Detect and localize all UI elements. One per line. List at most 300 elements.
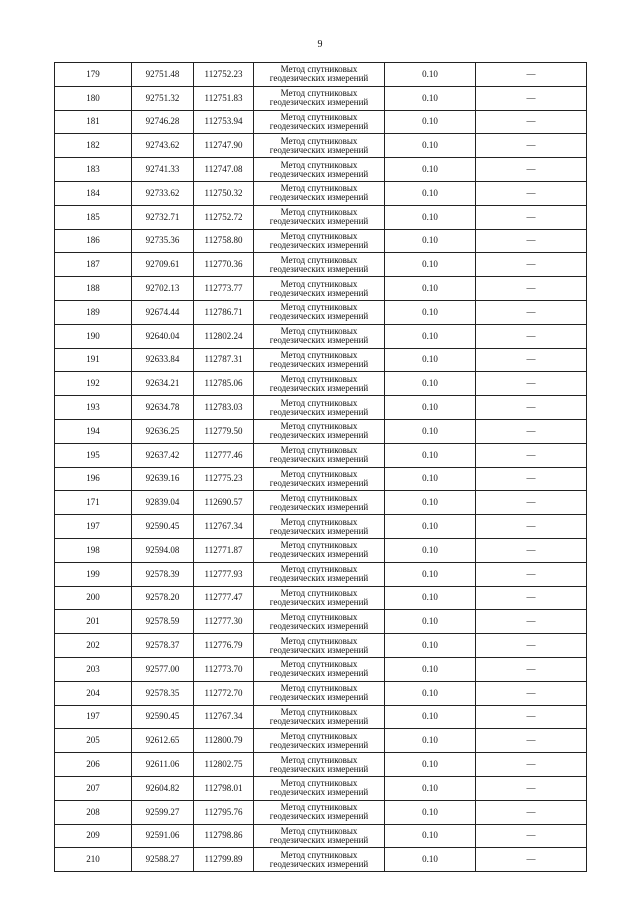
method-cell [254, 324, 385, 348]
method-cell [254, 205, 385, 229]
y-coordinate-cell: 112747.08 [194, 158, 254, 182]
dash-cell: — [476, 229, 587, 253]
point-number-cell: 179 [55, 63, 132, 87]
y-coordinate-cell: 112767.34 [194, 515, 254, 539]
dash-cell: — [476, 86, 587, 110]
method-cell [254, 348, 385, 372]
accuracy-cell: 0.10 [385, 419, 476, 443]
x-coordinate-cell: 92674.44 [132, 300, 194, 324]
dash-cell: — [476, 443, 587, 467]
table-row [55, 515, 587, 539]
point-number-cell: 196 [55, 467, 132, 491]
table-row [55, 348, 587, 372]
y-coordinate-cell: 112795.76 [194, 800, 254, 824]
x-coordinate-cell: 92702.13 [132, 277, 194, 301]
method-cell [254, 705, 385, 729]
y-coordinate-cell: 112770.36 [194, 253, 254, 277]
method-cell [254, 515, 385, 539]
method-line-2: геодезических измерений [269, 739, 369, 750]
method-line-1: Метод спутниковых [280, 183, 358, 194]
method-line-2: геодезических измерений [269, 192, 369, 203]
method-line-2: геодезических измерений [269, 382, 369, 393]
x-coordinate-cell: 92709.61 [132, 253, 194, 277]
y-coordinate-cell: 112787.31 [194, 348, 254, 372]
dash-cell: — [476, 824, 587, 848]
table-row [55, 800, 587, 824]
method-line-1: Метод спутниковых [280, 659, 358, 670]
accuracy-cell: 0.10 [385, 800, 476, 824]
x-coordinate-cell: 92743.62 [132, 134, 194, 158]
method-line-2: геодезических измерений [269, 525, 369, 536]
method-line-2: геодезических измерений [269, 454, 369, 465]
table-row [55, 824, 587, 848]
accuracy-cell: 0.10 [385, 253, 476, 277]
method-line-1: Метод спутниковых [280, 135, 358, 146]
method-cell [254, 300, 385, 324]
table-row [55, 443, 587, 467]
table-row [55, 110, 587, 134]
point-number-cell: 204 [55, 681, 132, 705]
dash-cell: — [476, 586, 587, 610]
accuracy-cell: 0.10 [385, 753, 476, 777]
y-coordinate-cell: 112802.24 [194, 324, 254, 348]
point-number-cell: 200 [55, 586, 132, 610]
point-number-cell: 206 [55, 753, 132, 777]
dash-cell: — [476, 467, 587, 491]
y-coordinate-cell: 112779.50 [194, 419, 254, 443]
method-line-1: Метод спутниковых [280, 540, 358, 551]
method-line-2: геодезических измерений [269, 834, 369, 845]
table-row [55, 681, 587, 705]
method-line-1: Метод спутниковых [280, 468, 358, 479]
table-row [55, 300, 587, 324]
method-line-2: геодезических измерений [269, 763, 369, 774]
method-cell [254, 776, 385, 800]
y-coordinate-cell: 112752.72 [194, 205, 254, 229]
method-line-2: геодезических измерений [269, 549, 369, 560]
point-number-cell: 190 [55, 324, 132, 348]
dash-cell: — [476, 848, 587, 872]
table-row [55, 158, 587, 182]
method-cell [254, 610, 385, 634]
x-coordinate-cell: 92611.06 [132, 753, 194, 777]
x-coordinate-cell: 92604.82 [132, 776, 194, 800]
method-line-2: геодезических измерений [269, 596, 369, 607]
method-line-1: Метод спутниковых [280, 111, 358, 122]
accuracy-cell: 0.10 [385, 277, 476, 301]
point-number-cell: 210 [55, 848, 132, 872]
table-row [55, 229, 587, 253]
method-line-2: геодезических измерений [269, 311, 369, 322]
y-coordinate-cell: 112773.70 [194, 657, 254, 681]
point-number-cell: 201 [55, 610, 132, 634]
y-coordinate-cell: 112773.77 [194, 277, 254, 301]
table-row [55, 610, 587, 634]
dash-cell: — [476, 396, 587, 420]
x-coordinate-cell: 92578.39 [132, 562, 194, 586]
method-cell [254, 824, 385, 848]
table-row [55, 63, 587, 87]
dash-cell: — [476, 63, 587, 87]
point-number-cell: 187 [55, 253, 132, 277]
table-row [55, 396, 587, 420]
point-number-cell: 209 [55, 824, 132, 848]
method-line-2: геодезических измерений [269, 120, 369, 131]
point-number-cell: 193 [55, 396, 132, 420]
method-line-2: геодезических измерений [269, 644, 369, 655]
x-coordinate-cell: 92732.71 [132, 205, 194, 229]
y-coordinate-cell: 112798.01 [194, 776, 254, 800]
dash-cell: — [476, 491, 587, 515]
method-line-1: Метод спутниковых [280, 802, 358, 813]
table-row [55, 848, 587, 872]
accuracy-cell: 0.10 [385, 657, 476, 681]
dash-cell: — [476, 657, 587, 681]
dash-cell: — [476, 277, 587, 301]
dash-cell: — [476, 634, 587, 658]
accuracy-cell: 0.10 [385, 158, 476, 182]
y-coordinate-cell: 112777.30 [194, 610, 254, 634]
point-number-cell: 189 [55, 300, 132, 324]
accuracy-cell: 0.10 [385, 729, 476, 753]
method-cell [254, 467, 385, 491]
dash-cell: — [476, 562, 587, 586]
accuracy-cell: 0.10 [385, 610, 476, 634]
x-coordinate-cell: 92594.08 [132, 538, 194, 562]
y-coordinate-cell: 112747.90 [194, 134, 254, 158]
x-coordinate-cell: 92578.37 [132, 634, 194, 658]
dash-cell: — [476, 419, 587, 443]
accuracy-cell: 0.10 [385, 443, 476, 467]
y-coordinate-cell: 112758.80 [194, 229, 254, 253]
dash-cell: — [476, 181, 587, 205]
point-number-cell: 188 [55, 277, 132, 301]
dash-cell: — [476, 753, 587, 777]
y-coordinate-cell: 112775.23 [194, 467, 254, 491]
page-number: 9 [317, 39, 323, 50]
accuracy-cell: 0.10 [385, 181, 476, 205]
accuracy-cell: 0.10 [385, 776, 476, 800]
method-line-2: геодезических измерений [269, 501, 369, 512]
method-line-2: геодезических измерений [269, 335, 369, 346]
method-line-2: геодезических измерений [269, 430, 369, 441]
accuracy-cell: 0.10 [385, 586, 476, 610]
table-row [55, 419, 587, 443]
table-row [55, 634, 587, 658]
y-coordinate-cell: 112777.46 [194, 443, 254, 467]
point-number-cell: 180 [55, 86, 132, 110]
y-coordinate-cell: 112690.57 [194, 491, 254, 515]
y-coordinate-cell: 112776.79 [194, 634, 254, 658]
method-cell [254, 110, 385, 134]
table-row [55, 586, 587, 610]
y-coordinate-cell: 112800.79 [194, 729, 254, 753]
x-coordinate-cell: 92733.62 [132, 181, 194, 205]
table-row [55, 277, 587, 301]
method-line-2: геодезических измерений [269, 144, 369, 155]
method-line-1: Метод спутниковых [280, 302, 358, 313]
x-coordinate-cell: 92612.65 [132, 729, 194, 753]
method-line-1: Метод спутниковых [280, 64, 358, 75]
accuracy-cell: 0.10 [385, 372, 476, 396]
x-coordinate-cell: 92577.00 [132, 657, 194, 681]
x-coordinate-cell: 92599.27 [132, 800, 194, 824]
table-row [55, 372, 587, 396]
method-line-2: геодезических измерений [269, 811, 369, 822]
method-cell [254, 491, 385, 515]
point-number-cell: 202 [55, 634, 132, 658]
accuracy-cell: 0.10 [385, 134, 476, 158]
method-line-1: Метод спутниковых [280, 778, 358, 789]
method-line-1: Метод спутниковых [280, 326, 358, 337]
accuracy-cell: 0.10 [385, 562, 476, 586]
dash-cell: — [476, 253, 587, 277]
accuracy-cell: 0.10 [385, 467, 476, 491]
method-line-1: Метод спутниковых [280, 849, 358, 860]
method-line-1: Метод спутниковых [280, 278, 358, 289]
point-number-cell: 198 [55, 538, 132, 562]
x-coordinate-cell: 92741.33 [132, 158, 194, 182]
y-coordinate-cell: 112799.89 [194, 848, 254, 872]
method-line-2: геодезических измерений [269, 168, 369, 179]
accuracy-cell: 0.10 [385, 205, 476, 229]
point-number-cell: 185 [55, 205, 132, 229]
method-cell [254, 134, 385, 158]
dash-cell: — [476, 110, 587, 134]
method-line-1: Метод спутниковых [280, 564, 358, 575]
method-line-2: геодезических измерений [269, 97, 369, 108]
method-line-2: геодезических измерений [269, 620, 369, 631]
x-coordinate-cell: 92839.04 [132, 491, 194, 515]
accuracy-cell: 0.10 [385, 848, 476, 872]
accuracy-cell: 0.10 [385, 348, 476, 372]
dash-cell: — [476, 729, 587, 753]
table-row [55, 253, 587, 277]
y-coordinate-cell: 112798.86 [194, 824, 254, 848]
point-number-cell: 203 [55, 657, 132, 681]
accuracy-cell: 0.10 [385, 300, 476, 324]
table-row [55, 491, 587, 515]
table-row [55, 467, 587, 491]
method-cell [254, 681, 385, 705]
method-line-2: геодезических измерений [269, 477, 369, 488]
method-line-1: Метод спутниковых [280, 159, 358, 170]
x-coordinate-cell: 92634.78 [132, 396, 194, 420]
method-line-1: Метод спутниковых [280, 516, 358, 527]
method-line-1: Метод спутниковых [280, 254, 358, 265]
accuracy-cell: 0.10 [385, 63, 476, 87]
method-cell [254, 396, 385, 420]
method-cell [254, 848, 385, 872]
method-line-2: геодезических измерений [269, 287, 369, 298]
method-cell [254, 634, 385, 658]
dash-cell: — [476, 610, 587, 634]
accuracy-cell: 0.10 [385, 824, 476, 848]
y-coordinate-cell: 112750.32 [194, 181, 254, 205]
method-line-2: геодезических измерений [269, 263, 369, 274]
y-coordinate-cell: 112767.34 [194, 705, 254, 729]
accuracy-cell: 0.10 [385, 324, 476, 348]
method-line-1: Метод спутниковых [280, 421, 358, 432]
accuracy-cell: 0.10 [385, 86, 476, 110]
point-number-cell: 207 [55, 776, 132, 800]
x-coordinate-cell: 92735.36 [132, 229, 194, 253]
point-number-cell: 181 [55, 110, 132, 134]
method-line-1: Метод спутниковых [280, 730, 358, 741]
point-number-cell: 205 [55, 729, 132, 753]
method-line-1: Метод спутниковых [280, 207, 358, 218]
x-coordinate-cell: 92751.32 [132, 86, 194, 110]
point-number-cell: 182 [55, 134, 132, 158]
x-coordinate-cell: 92633.84 [132, 348, 194, 372]
x-coordinate-cell: 92588.27 [132, 848, 194, 872]
table-row [55, 562, 587, 586]
table-row [55, 324, 587, 348]
y-coordinate-cell: 112777.93 [194, 562, 254, 586]
dash-cell: — [476, 705, 587, 729]
y-coordinate-cell: 112753.94 [194, 110, 254, 134]
method-cell [254, 229, 385, 253]
method-line-2: геодезических измерений [269, 715, 369, 726]
method-line-1: Метод спутниковых [280, 825, 358, 836]
point-number-cell: 197 [55, 705, 132, 729]
dash-cell: — [476, 515, 587, 539]
x-coordinate-cell: 92640.04 [132, 324, 194, 348]
table-row [55, 729, 587, 753]
x-coordinate-cell: 92591.06 [132, 824, 194, 848]
coordinates-table [54, 62, 587, 872]
method-cell [254, 181, 385, 205]
accuracy-cell: 0.10 [385, 491, 476, 515]
method-line-2: геодезических измерений [269, 573, 369, 584]
x-coordinate-cell: 92751.48 [132, 63, 194, 87]
table-row [55, 538, 587, 562]
x-coordinate-cell: 92746.28 [132, 110, 194, 134]
point-number-cell: 199 [55, 562, 132, 586]
x-coordinate-cell: 92590.45 [132, 705, 194, 729]
method-line-2: геодезических измерений [269, 406, 369, 417]
accuracy-cell: 0.10 [385, 634, 476, 658]
dash-cell: — [476, 538, 587, 562]
accuracy-cell: 0.10 [385, 681, 476, 705]
y-coordinate-cell: 112777.47 [194, 586, 254, 610]
method-cell [254, 63, 385, 87]
dash-cell: — [476, 776, 587, 800]
dash-cell: — [476, 300, 587, 324]
method-cell [254, 800, 385, 824]
method-line-1: Метод спутниковых [280, 349, 358, 360]
dash-cell: — [476, 324, 587, 348]
point-number-cell: 183 [55, 158, 132, 182]
method-line-2: геодезических измерений [269, 73, 369, 84]
table-row [55, 657, 587, 681]
x-coordinate-cell: 92578.35 [132, 681, 194, 705]
method-cell [254, 253, 385, 277]
table-row [55, 86, 587, 110]
method-cell [254, 562, 385, 586]
method-line-1: Метод спутниковых [280, 635, 358, 646]
method-line-1: Метод спутниковых [280, 611, 358, 622]
point-number-cell: 184 [55, 181, 132, 205]
table-row [55, 134, 587, 158]
method-cell [254, 538, 385, 562]
point-number-cell: 191 [55, 348, 132, 372]
accuracy-cell: 0.10 [385, 515, 476, 539]
method-line-1: Метод спутниковых [280, 397, 358, 408]
x-coordinate-cell: 92637.42 [132, 443, 194, 467]
x-coordinate-cell: 92639.16 [132, 467, 194, 491]
table-row [55, 181, 587, 205]
method-line-1: Метод спутниковых [280, 683, 358, 694]
method-cell [254, 419, 385, 443]
method-cell [254, 158, 385, 182]
method-cell [254, 372, 385, 396]
point-number-cell: 171 [55, 491, 132, 515]
y-coordinate-cell: 112786.71 [194, 300, 254, 324]
method-line-1: Метод спутниковых [280, 88, 358, 99]
method-line-2: геодезических измерений [269, 668, 369, 679]
method-cell [254, 657, 385, 681]
point-number-cell: 197 [55, 515, 132, 539]
x-coordinate-cell: 92636.25 [132, 419, 194, 443]
point-number-cell: 194 [55, 419, 132, 443]
table-row [55, 705, 587, 729]
method-cell [254, 86, 385, 110]
method-cell [254, 586, 385, 610]
method-line-2: геодезических измерений [269, 358, 369, 369]
table-row [55, 776, 587, 800]
accuracy-cell: 0.10 [385, 705, 476, 729]
y-coordinate-cell: 112783.03 [194, 396, 254, 420]
y-coordinate-cell: 112772.70 [194, 681, 254, 705]
dash-cell: — [476, 372, 587, 396]
y-coordinate-cell: 112771.87 [194, 538, 254, 562]
x-coordinate-cell: 92578.20 [132, 586, 194, 610]
dash-cell: — [476, 800, 587, 824]
x-coordinate-cell: 92590.45 [132, 515, 194, 539]
method-cell [254, 443, 385, 467]
method-line-1: Метод спутниковых [280, 492, 358, 503]
method-line-1: Метод спутниковых [280, 587, 358, 598]
point-number-cell: 192 [55, 372, 132, 396]
method-line-2: геодезических измерений [269, 239, 369, 250]
method-cell [254, 753, 385, 777]
dash-cell: — [476, 681, 587, 705]
y-coordinate-cell: 112785.06 [194, 372, 254, 396]
dash-cell: — [476, 158, 587, 182]
point-number-cell: 208 [55, 800, 132, 824]
point-number-cell: 195 [55, 443, 132, 467]
method-line-1: Метод спутниковых [280, 754, 358, 765]
dash-cell: — [476, 205, 587, 229]
point-number-cell: 186 [55, 229, 132, 253]
x-coordinate-cell: 92634.21 [132, 372, 194, 396]
method-cell [254, 729, 385, 753]
accuracy-cell: 0.10 [385, 110, 476, 134]
method-line-2: геодезических измерений [269, 858, 369, 869]
dash-cell: — [476, 348, 587, 372]
method-line-2: геодезических измерений [269, 216, 369, 227]
table-row [55, 753, 587, 777]
accuracy-cell: 0.10 [385, 538, 476, 562]
method-line-1: Метод спутниковых [280, 445, 358, 456]
y-coordinate-cell: 112802.75 [194, 753, 254, 777]
dash-cell: — [476, 134, 587, 158]
method-line-1: Метод спутниковых [280, 373, 358, 384]
method-line-2: геодезических измерений [269, 787, 369, 798]
method-cell [254, 277, 385, 301]
method-line-1: Метод спутниковых [280, 230, 358, 241]
